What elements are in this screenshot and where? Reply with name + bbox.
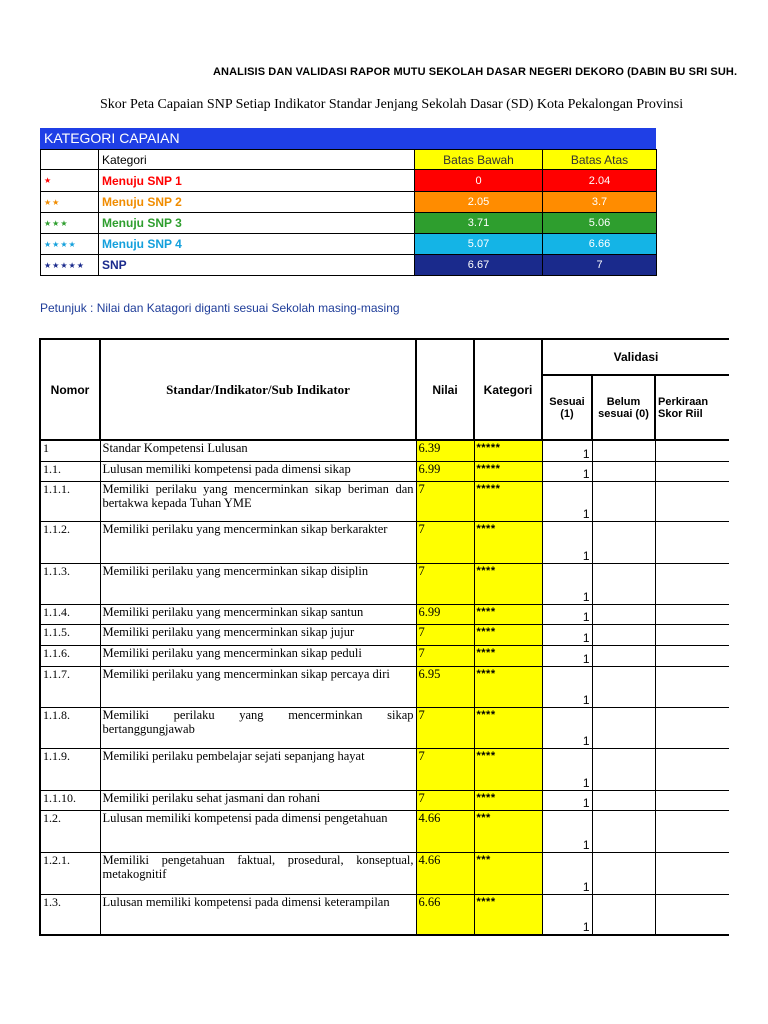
belum-sesuai-cell[interactable] <box>592 666 655 707</box>
kategori-value[interactable]: *** <box>474 852 542 894</box>
sesuai-value[interactable]: 1 <box>542 894 592 935</box>
perkiraan-skor-header: Perkiraan Skor Riil <box>655 375 729 440</box>
indikator-row <box>40 461 729 481</box>
indikator-nomor: 1.1.1. <box>40 481 100 521</box>
indikator-text: Lulusan memiliki kompetensi pada dimensi keterampilan <box>100 894 416 935</box>
perkiraan-skor-cell[interactable] <box>655 645 729 666</box>
batas-atas-value: 5.06 <box>543 213 657 234</box>
batas-atas-value: 3.7 <box>543 192 657 213</box>
nilai-value[interactable]: 6.95 <box>416 666 474 707</box>
kategori-stars: ★★★★★ <box>41 255 99 276</box>
nilai-value[interactable]: 4.66 <box>416 810 474 852</box>
indikator-text: Memiliki pengetahuan faktual, prosedural, konseptual, metakognitif <box>100 852 416 894</box>
indikator-nomor: 1.2. <box>40 810 100 852</box>
kategori-label: Menuju SNP 3 <box>99 213 415 234</box>
kategori-stars: ★★★★ <box>41 234 99 255</box>
indikator-text: Memiliki perilaku yang mencerminkan sikap peduli <box>100 645 416 666</box>
kategori-value[interactable]: **** <box>474 748 542 790</box>
indikator-text: Memiliki perilaku pembelajar sejati sepanjang hayat <box>100 748 416 790</box>
kategori-value[interactable]: ***** <box>474 461 542 481</box>
belum-sesuai-cell[interactable] <box>592 604 655 624</box>
sesuai-value[interactable]: 1 <box>542 604 592 624</box>
sesuai-value[interactable]: 1 <box>542 440 592 461</box>
sesuai-value[interactable]: 1 <box>542 563 592 604</box>
perkiraan-skor-cell[interactable] <box>655 707 729 748</box>
nilai-value[interactable]: 7 <box>416 624 474 645</box>
kategori-label: Menuju SNP 4 <box>99 234 415 255</box>
nomor-header: Nomor <box>40 339 100 440</box>
kategori-header-blank <box>41 150 99 170</box>
petunjuk-note: Petunjuk : Nilai dan Katagori diganti sesuai Sekolah masing-masing <box>40 301 400 315</box>
kategori-row <box>41 255 657 276</box>
belum-sesuai-cell[interactable] <box>592 521 655 563</box>
kategori-value[interactable]: **** <box>474 521 542 563</box>
nilai-value[interactable]: 7 <box>416 790 474 810</box>
indikator-row <box>40 790 729 810</box>
belum-sesuai-cell[interactable] <box>592 563 655 604</box>
sesuai-value[interactable]: 1 <box>542 852 592 894</box>
indikator-nomor: 1 <box>40 440 100 461</box>
perkiraan-skor-cell[interactable] <box>655 790 729 810</box>
nilai-value[interactable]: 4.66 <box>416 852 474 894</box>
indikator-nomor: 1.1.7. <box>40 666 100 707</box>
sesuai-value[interactable]: 1 <box>542 707 592 748</box>
indikator-text: Memiliki perilaku yang mencerminkan sikap jujur <box>100 624 416 645</box>
indikator-nomor: 1.1.6. <box>40 645 100 666</box>
kategori-row <box>41 192 657 213</box>
sesuai-value[interactable]: 1 <box>542 748 592 790</box>
kategori-row <box>41 213 657 234</box>
kategori-capaian-table <box>40 149 657 276</box>
kategori-value[interactable]: **** <box>474 563 542 604</box>
indikator-row <box>40 852 729 894</box>
batas-bawah-value: 3.71 <box>415 213 543 234</box>
kategori-label: Menuju SNP 2 <box>99 192 415 213</box>
belum-sesuai-cell[interactable] <box>592 645 655 666</box>
kategori-stars: ★★★ <box>41 213 99 234</box>
kategori-value[interactable]: **** <box>474 624 542 645</box>
batas-atas-value: 6.66 <box>543 234 657 255</box>
indikator-text: Memiliki perilaku yang mencerminkan sikap santun <box>100 604 416 624</box>
indikator-text: Memiliki perilaku yang mencerminkan sikap disiplin <box>100 563 416 604</box>
kategori-value[interactable]: **** <box>474 645 542 666</box>
batas-bawah-value: 0 <box>415 170 543 192</box>
indikator-row <box>40 481 729 521</box>
sesuai-value[interactable]: 1 <box>542 521 592 563</box>
batas-bawah-value: 6.67 <box>415 255 543 276</box>
kategori-value[interactable]: **** <box>474 894 542 935</box>
sesuai-value[interactable]: 1 <box>542 645 592 666</box>
perkiraan-skor-cell[interactable] <box>655 810 729 852</box>
sesuai-value[interactable]: 1 <box>542 624 592 645</box>
indikator-text: Lulusan memiliki kompetensi pada dimensi pengetahuan <box>100 810 416 852</box>
document-subtitle: Skor Peta Capaian SNP Setiap Indikator Standar Jenjang Sekolah Dasar (SD) Kota Pekalongan Provinsi <box>100 97 684 112</box>
kategori-header: Kategori <box>474 339 542 440</box>
perkiraan-skor-cell[interactable] <box>655 852 729 894</box>
perkiraan-skor-cell[interactable] <box>655 481 729 521</box>
indikator-row <box>40 563 729 604</box>
indikator-row <box>40 810 729 852</box>
sesuai-value[interactable]: 1 <box>542 481 592 521</box>
indikator-table <box>39 338 729 936</box>
indikator-row <box>40 440 729 461</box>
kategori-row <box>41 170 657 192</box>
batas-bawah-col-label: Batas Bawah <box>415 150 543 170</box>
perkiraan-skor-cell[interactable] <box>655 521 729 563</box>
indikator-text: Lulusan memiliki kompetensi pada dimensi sikap <box>100 461 416 481</box>
indikator-nomor: 1.1.3. <box>40 563 100 604</box>
sesuai-header: Sesuai (1) <box>542 375 592 440</box>
belum-sesuai-cell[interactable] <box>592 707 655 748</box>
kategori-value[interactable]: **** <box>474 604 542 624</box>
belum-sesuai-cell[interactable] <box>592 790 655 810</box>
indikator-row <box>40 604 729 624</box>
perkiraan-skor-cell[interactable] <box>655 666 729 707</box>
kategori-label: Menuju SNP 1 <box>99 170 415 192</box>
indikator-nomor: 1.1. <box>40 461 100 481</box>
indikator-nomor: 1.1.4. <box>40 604 100 624</box>
nilai-value[interactable]: 7 <box>416 707 474 748</box>
sesuai-value[interactable]: 1 <box>542 666 592 707</box>
nilai-value[interactable]: 7 <box>416 748 474 790</box>
nilai-value[interactable]: 6.99 <box>416 461 474 481</box>
standar-header: Standar/Indikator/Sub Indikator <box>100 339 416 440</box>
nilai-value[interactable]: 6.66 <box>416 894 474 935</box>
perkiraan-skor-cell[interactable] <box>655 624 729 645</box>
batas-bawah-value: 2.05 <box>415 192 543 213</box>
indikator-row <box>40 748 729 790</box>
indikator-row <box>40 666 729 707</box>
indikator-text: Memiliki perilaku yang mencerminkan sikap percaya diri <box>100 666 416 707</box>
nilai-value[interactable]: 6.39 <box>416 440 474 461</box>
indikator-nomor: 1.2.1. <box>40 852 100 894</box>
belum-sesuai-cell[interactable] <box>592 481 655 521</box>
batas-bawah-value: 5.07 <box>415 234 543 255</box>
document-title: ANALISIS DAN VALIDASI RAPOR MUTU SEKOLAH DASAR NEGERI DEKORO (DABIN BU SRI SUH. <box>213 66 738 78</box>
kategori-value[interactable]: ***** <box>474 440 542 461</box>
kategori-capaian-header: KATEGORI CAPAIAN <box>40 128 656 149</box>
indikator-row <box>40 707 729 748</box>
belum-sesuai-cell[interactable] <box>592 852 655 894</box>
perkiraan-skor-cell[interactable] <box>655 748 729 790</box>
batas-atas-value: 2.04 <box>543 170 657 192</box>
kategori-value[interactable]: **** <box>474 707 542 748</box>
sesuai-value[interactable]: 1 <box>542 461 592 481</box>
indikator-text: Memiliki perilaku yang mencerminkan sikap berkarakter <box>100 521 416 563</box>
kategori-value[interactable]: *** <box>474 810 542 852</box>
belum-sesuai-cell[interactable] <box>592 748 655 790</box>
belum-sesuai-cell[interactable] <box>592 440 655 461</box>
indikator-row <box>40 521 729 563</box>
validasi-header: Validasi <box>542 339 729 375</box>
indikator-row <box>40 894 729 935</box>
perkiraan-skor-cell[interactable] <box>655 894 729 935</box>
kategori-value[interactable]: **** <box>474 790 542 810</box>
nilai-header: Nilai <box>416 339 474 440</box>
perkiraan-skor-cell[interactable] <box>655 604 729 624</box>
kategori-col-label: Kategori <box>99 150 415 170</box>
kategori-value[interactable]: ***** <box>474 481 542 521</box>
batas-atas-col-label: Batas Atas <box>543 150 657 170</box>
indikator-nomor: 1.1.2. <box>40 521 100 563</box>
indikator-text: Memiliki perilaku yang mencerminkan sikap beriman dan bertakwa kepada Tuhan YME <box>100 481 416 521</box>
indikator-nomor: 1.3. <box>40 894 100 935</box>
perkiraan-skor-cell[interactable] <box>655 461 729 481</box>
sesuai-value[interactable]: 1 <box>542 790 592 810</box>
kategori-stars: ★ <box>41 170 99 192</box>
nilai-value[interactable]: 7 <box>416 521 474 563</box>
kategori-label: SNP <box>99 255 415 276</box>
belum-sesuai-header: Belum sesuai (0) <box>592 375 655 440</box>
perkiraan-skor-cell[interactable] <box>655 563 729 604</box>
kategori-stars: ★★ <box>41 192 99 213</box>
indikator-nomor: 1.1.9. <box>40 748 100 790</box>
belum-sesuai-cell[interactable] <box>592 894 655 935</box>
kategori-value[interactable]: **** <box>474 666 542 707</box>
indikator-text: Standar Kompetensi Lulusan <box>100 440 416 461</box>
nilai-value[interactable]: 7 <box>416 645 474 666</box>
nilai-value[interactable]: 6.99 <box>416 604 474 624</box>
belum-sesuai-cell[interactable] <box>592 461 655 481</box>
indikator-row <box>40 645 729 666</box>
indikator-nomor: 1.1.5. <box>40 624 100 645</box>
nilai-value[interactable]: 7 <box>416 481 474 521</box>
sesuai-value[interactable]: 1 <box>542 810 592 852</box>
perkiraan-skor-cell[interactable] <box>655 440 729 461</box>
indikator-row <box>40 624 729 645</box>
indikator-text: Memiliki perilaku yang mencerminkan sikap bertanggungjawab <box>100 707 416 748</box>
belum-sesuai-cell[interactable] <box>592 624 655 645</box>
nilai-value[interactable]: 7 <box>416 563 474 604</box>
kategori-header-row <box>41 150 657 170</box>
indikator-nomor: 1.1.8. <box>40 707 100 748</box>
batas-atas-value: 7 <box>543 255 657 276</box>
belum-sesuai-cell[interactable] <box>592 810 655 852</box>
indikator-text: Memiliki perilaku sehat jasmani dan rohani <box>100 790 416 810</box>
indikator-nomor: 1.1.10. <box>40 790 100 810</box>
kategori-row <box>41 234 657 255</box>
